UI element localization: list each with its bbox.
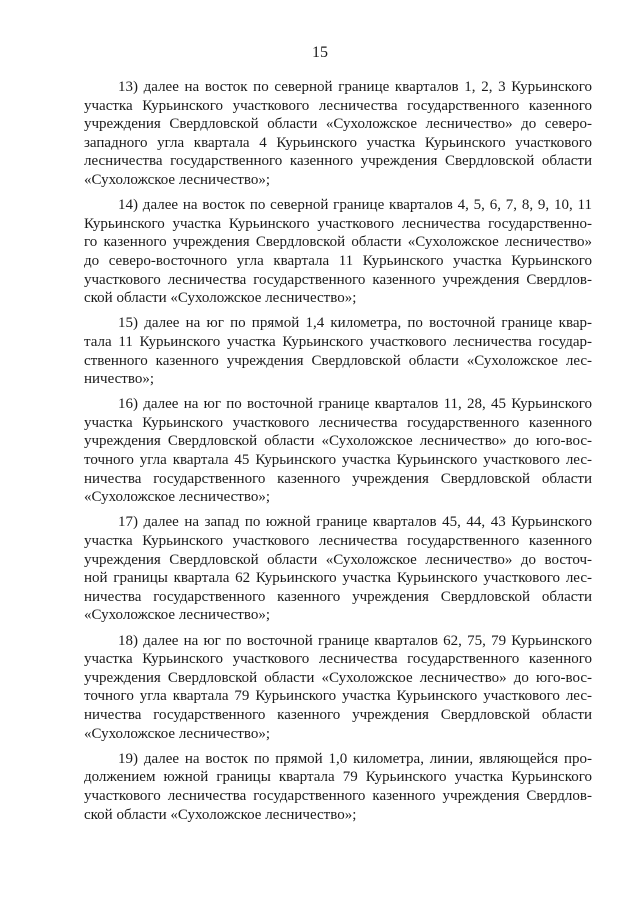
text-line: точного угла квартала 79 Курьинского участка Курьинского участкового лес- [84,688,592,705]
text-line: западного угла квартала 4 Курьинского участка Курьинского участкового [84,134,592,151]
text-line: участкового лесничества государственного казенного учреждения Свердлов- [84,271,592,288]
text-line: тала 11 Курьинского участка Курьинского участкового лесничества государ- [84,333,592,350]
text-line: участка Курьинского участкового лесничества государственного казенного [84,533,592,550]
text-line: лесничества государственного казенного учреждения Свердловской области [84,153,592,170]
page-number: 15 [312,44,328,61]
text-line: 18) далее на юг по восточной границе кварталов 62, 75, 79 Курьинского [118,632,592,649]
text-line: участкового лесничества государственного казенного учреждения Свердлов- [84,787,592,804]
text-line: учреждения Свердловской области «Сухоложское лесничество» до восточ- [84,551,592,568]
text-line: учреждения Свердловской области «Сухоложское лесничество» до юго-вос- [84,433,592,450]
text-line: ничества государственного казенного учреждения Свердловской области [84,588,592,605]
text-line: участка Курьинского участкового лесничества государственного казенного [84,651,592,668]
text-line: «Сухоложское лесничество»; [84,725,271,742]
text-line: точного угла квартала 45 Курьинского участка Курьинского участкового лес- [84,452,592,469]
text-line: участка Курьинского участкового лесничества государственного казенного [84,414,592,431]
text-line: «Сухоложское лесничество»; [84,489,271,506]
text-line: Курьинского участка Курьинского участкового лесничества государственно- [84,215,592,232]
text-line: ничество»; [84,371,154,388]
text-line: ничества государственного казенного учреждения Свердловской области [84,706,592,723]
paragraph-17 [84,513,592,625]
text-line: 13) далее на восток по северной границе кварталов 1, 2, 3 Курьинского [118,79,592,95]
text-line: ской области «Сухоложское лесничество»; [84,806,357,823]
paragraph-16 [84,395,592,507]
text-line: 15) далее на юг по прямой 1,4 километра, по восточной границе квар- [118,315,592,332]
text-line: 17) далее на запад по южной границе кварталов 45, 44, 43 Курьинского [118,514,592,531]
paragraph-15 [84,314,592,388]
text-line: го казенного учреждения Свердловской области «Сухоложское лесничество» [84,234,592,251]
paragraph-14 [84,196,592,308]
paragraph-19 [84,750,592,824]
text-line: «Сухоложское лесничество»; [84,607,271,624]
text-line: 16) далее на юг по восточной границе кварталов 11, 28, 45 Курьинского [118,396,592,413]
text-line: участка Курьинского участкового лесничества государственного казенного [84,97,592,114]
text-line: ничества государственного казенного учреждения Свердловской области [84,470,592,487]
text-line: ной границы квартала 62 Курьинского участка Курьинского участкового лес- [84,570,592,587]
text-line: до северо-восточного угла квартала 11 Курьинского участка Курьинского [84,252,592,269]
text-line: учреждения Свердловской области «Сухоложское лесничество» до северо- [84,116,592,133]
text-line: должением южной границы квартала 79 Курьинского участка Курьинского [84,769,592,786]
paragraph-13 [84,78,592,190]
text-line: 14) далее на восток по северной границе кварталов 4, 5, 6, 7, 8, 9, 10, 11 [118,197,592,214]
text-line: ской области «Сухоложское лесничество»; [84,290,357,307]
text-line: 19) далее на восток по прямой 1,0 километра, линии, являющейся про- [118,750,592,767]
paragraph-18 [84,632,592,744]
text-line: ственного казенного учреждения Свердловской области «Сухоложское лес- [84,352,592,369]
document-body [84,78,592,831]
text-line: учреждения Свердловской области «Сухоложское лесничество» до юго-вос- [84,669,592,686]
text-line: «Сухоложское лесничество»; [84,171,271,188]
